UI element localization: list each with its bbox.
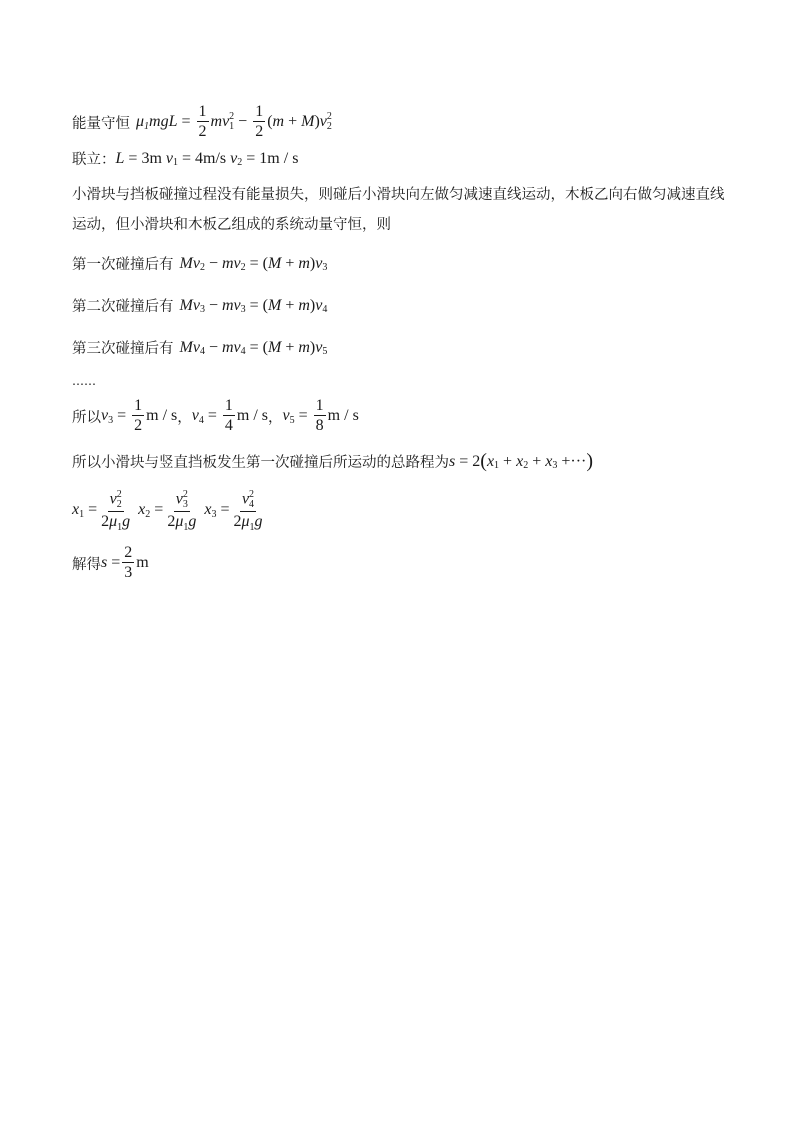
total-distance-label: 所以小滑块与竖直挡板发生第一次碰撞后所运动的总路程为 xyxy=(72,455,449,471)
second-collision-label: 第二次碰撞后有 xyxy=(72,299,174,315)
energy-equation: μ 1 mgL = $\frac{1}{2}$ mv 2 1 − $\frac{1}{2}$ ( m + M ) v 2 2 xyxy=(136,103,332,140)
combined-values: L = 3m v 1 = 4m/s v 2 = 1m / s xyxy=(115,149,299,168)
v5-result: v 5 = $\frac{1}{8}$ m / s xyxy=(282,397,359,434)
fraction-half: $\frac{1}{2}$ xyxy=(255,103,264,140)
first-collision-line xyxy=(72,253,327,274)
v4-result: v 4 = $\frac{1}{4}$ m / s xyxy=(191,397,269,434)
total-distance-line xyxy=(72,450,593,473)
combined-label: 联立： xyxy=(72,152,116,168)
displacement-equations: x 1 = v 2 2 $2\mu_1g$ x 2 = v 2 3 $2\mu_1g$ x 3 = v 2 4 $2\mu_1g$ xyxy=(72,489,263,533)
therefore-label: 所以 xyxy=(72,409,101,426)
x3-fraction: v 2 4 $2\mu_1g$ xyxy=(233,489,263,533)
combined-line xyxy=(72,148,298,169)
fraction-half: $\frac{1}{2}$ xyxy=(198,103,207,140)
velocity-results: v 3 = $\frac{1}{2}$ m / s xyxy=(101,397,178,434)
separator: ， xyxy=(177,409,192,426)
displacement-line xyxy=(72,489,267,533)
explanation-paragraph: 小滑块与挡板碰撞过程没有能量损失，则碰后小滑块向左做匀减速直线运动，木板乙向右做匀减速直线运动，但小滑块和木板乙组成的系统动量守恒，则 xyxy=(72,187,725,233)
separator: ， xyxy=(268,409,283,426)
x2-fraction: v 2 3 $2\mu_1g$ xyxy=(167,489,197,533)
second-collision-line xyxy=(72,295,327,316)
solution-line xyxy=(72,545,149,581)
energy-label: 能量守恒 xyxy=(72,115,130,132)
x1-fraction: v 2 2 $2\mu_1g$ xyxy=(101,489,131,533)
first-collision-label: 第一次碰撞后有 xyxy=(72,257,174,273)
velocity-results-line xyxy=(72,398,359,434)
third-collision-label: 第三次碰撞后有 xyxy=(72,341,174,357)
fraction-two-thirds: $\frac{2}{3}$ xyxy=(124,544,133,581)
fraction-one-quarter: $\frac{1}{4}$ xyxy=(224,397,233,434)
ellipsis: …… xyxy=(72,374,96,388)
third-collision-line xyxy=(72,337,327,358)
fraction-one-eighth: $\frac{1}{8}$ xyxy=(315,397,324,434)
fraction-one-half: $\frac{1}{2}$ xyxy=(134,397,143,434)
solution-label: 解得 xyxy=(72,556,101,573)
total-distance-equation: s = 2 ( x 1 + x 2 + x 3 + ··· ) xyxy=(449,450,594,472)
solution-equation: s = $\frac{2}{3}$ m xyxy=(101,544,149,581)
first-collision-equation: Mv 2 − mv 2 = ( M + m ) v 3 xyxy=(179,254,328,273)
energy-conservation-line xyxy=(72,104,332,140)
third-collision-equation: Mv 4 − mv 4 = ( M + m ) v 5 xyxy=(179,338,328,357)
second-collision-equation: Mv 3 − mv 3 = ( M + m ) v 4 xyxy=(179,296,328,315)
